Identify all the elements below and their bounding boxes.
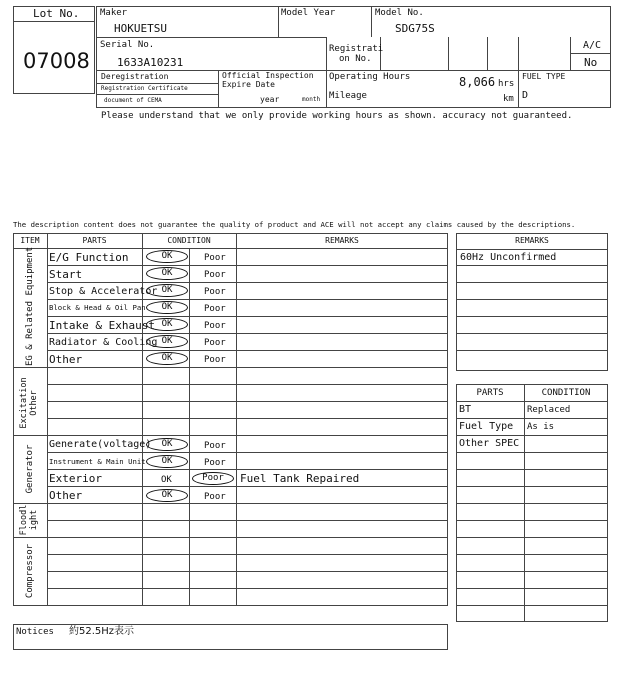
section-excitation-label: Excitation Other	[19, 377, 39, 429]
gen-part-voltage: Generate(voltage)	[49, 439, 152, 450]
condition-poor[interactable]: Poor	[204, 270, 226, 280]
condition-header: CONDITION	[167, 236, 211, 245]
gen-part-other: Other	[49, 489, 83, 502]
cema-document-label: document of CEMA	[104, 97, 162, 104]
condition-ok-marked[interactable]: OK	[146, 489, 188, 502]
km-label: km	[503, 94, 514, 104]
registration-label-2: on No.	[339, 54, 372, 64]
condition-poor[interactable]: Poor	[204, 458, 226, 468]
exterior-remark: Fuel Tank Repaired	[240, 472, 360, 485]
deregistration-label: Deregistration	[101, 72, 169, 81]
right-condition-fuel-type: As is	[527, 422, 555, 432]
condition-ok[interactable]: OK	[161, 475, 172, 485]
notices-value: 約52.5Hz表示	[69, 626, 135, 637]
section-floodlight-label: Floodl ight	[19, 504, 39, 536]
lot-number: 07008	[23, 49, 90, 73]
condition-ok-marked[interactable]: OK	[146, 284, 188, 297]
gen-part-exterior: Exterior	[49, 472, 102, 485]
eg-part-radiator: Radiator & Cooling	[49, 337, 158, 348]
eg-part-intake: Intake & Exhaust	[49, 319, 155, 332]
operating-hours-value: 8,066	[459, 75, 496, 89]
right-part-bt: BT	[459, 404, 472, 415]
model-year-label: Model Year	[281, 8, 336, 18]
ac-value: No	[584, 56, 598, 69]
eg-part-stop: Stop & Accelerator	[49, 286, 158, 297]
section-generator-label: Generator	[25, 444, 35, 494]
right-remark-line: 60Hz Unconfirmed	[460, 252, 557, 263]
condition-ok-marked[interactable]: OK	[146, 301, 188, 314]
condition-ok-marked[interactable]: OK	[146, 335, 188, 348]
maker-label: Maker	[100, 8, 128, 18]
model-no-value: SDG75S	[395, 22, 435, 35]
section-compressor-label: Compressor	[25, 543, 35, 599]
item-header: ITEM	[20, 236, 40, 245]
registration-certificate-label: Registration Certificate	[101, 85, 188, 92]
month-label: month	[302, 96, 321, 103]
condition-ok-marked[interactable]: OK	[146, 250, 188, 263]
maker-value: HOKUETSU	[114, 22, 167, 35]
condition-poor[interactable]: Poor	[204, 338, 226, 348]
hrs-label: hrs	[498, 79, 515, 89]
eg-part-function: E/G Function	[49, 251, 129, 264]
gen-part-instrument: Instrument & Main Unit	[49, 457, 146, 466]
condition-ok-marked[interactable]: OK	[146, 438, 188, 451]
condition-poor[interactable]: Poor	[204, 304, 226, 314]
right-condition-header: CONDITION	[541, 388, 591, 398]
eg-part-other: Other	[49, 353, 83, 366]
mileage-label: Mileage	[329, 91, 367, 101]
condition-ok-marked[interactable]: OK	[146, 267, 188, 280]
right-remarks-header: REMARKS	[515, 236, 549, 245]
disclaimer-text: The description content does not guarantee the quality of product and ACE will not accept any claims caused by the descriptions.	[13, 220, 576, 229]
model-no-label: Model No.	[375, 8, 424, 18]
operating-hours-label: Operating Hours	[329, 72, 411, 82]
serial-value: 1633A10231	[117, 56, 184, 69]
fuel-type-value: D	[522, 90, 529, 101]
right-parts-header: PARTS	[476, 388, 504, 398]
fuel-type-label: FUEL TYPE	[522, 72, 566, 81]
inspection-label-2: Expire Date	[222, 80, 275, 89]
eg-part-block: Block & Head & Oil Pan	[49, 303, 146, 312]
right-part-other-spec: Other SPEC	[459, 438, 520, 449]
condition-poor[interactable]: Poor	[204, 492, 226, 502]
condition-ok-marked[interactable]: OK	[146, 318, 188, 331]
condition-poor[interactable]: Poor	[204, 441, 226, 451]
lot-label: Lot No.	[33, 7, 80, 20]
condition-ok-marked[interactable]: OK	[146, 455, 188, 468]
section-eg-label: EG & Related Equipment	[25, 246, 35, 366]
registration-label: Registrati	[329, 44, 384, 54]
notices-label: Notices	[16, 627, 54, 637]
hours-accuracy-notice: Please understand that we only provide working hours as shown. accuracy not guaranteed.	[101, 111, 573, 121]
remarks-header: REMARKS	[325, 236, 359, 245]
year-label: year	[260, 95, 280, 104]
condition-poor-marked[interactable]: Poor	[192, 472, 234, 485]
right-condition-bt: Replaced	[527, 405, 571, 415]
ac-label: A/C	[583, 40, 602, 51]
eg-part-start: Start	[49, 268, 83, 281]
condition-poor[interactable]: Poor	[204, 321, 226, 331]
condition-ok-marked[interactable]: OK	[146, 352, 188, 365]
condition-poor[interactable]: Poor	[204, 253, 226, 263]
serial-label: Serial No.	[100, 40, 155, 50]
right-part-fuel-type: Fuel Type	[459, 421, 514, 432]
parts-header: PARTS	[82, 236, 107, 245]
condition-poor[interactable]: Poor	[204, 287, 226, 297]
inspection-label: Official Inspection	[222, 71, 314, 80]
condition-poor[interactable]: Poor	[204, 355, 226, 365]
